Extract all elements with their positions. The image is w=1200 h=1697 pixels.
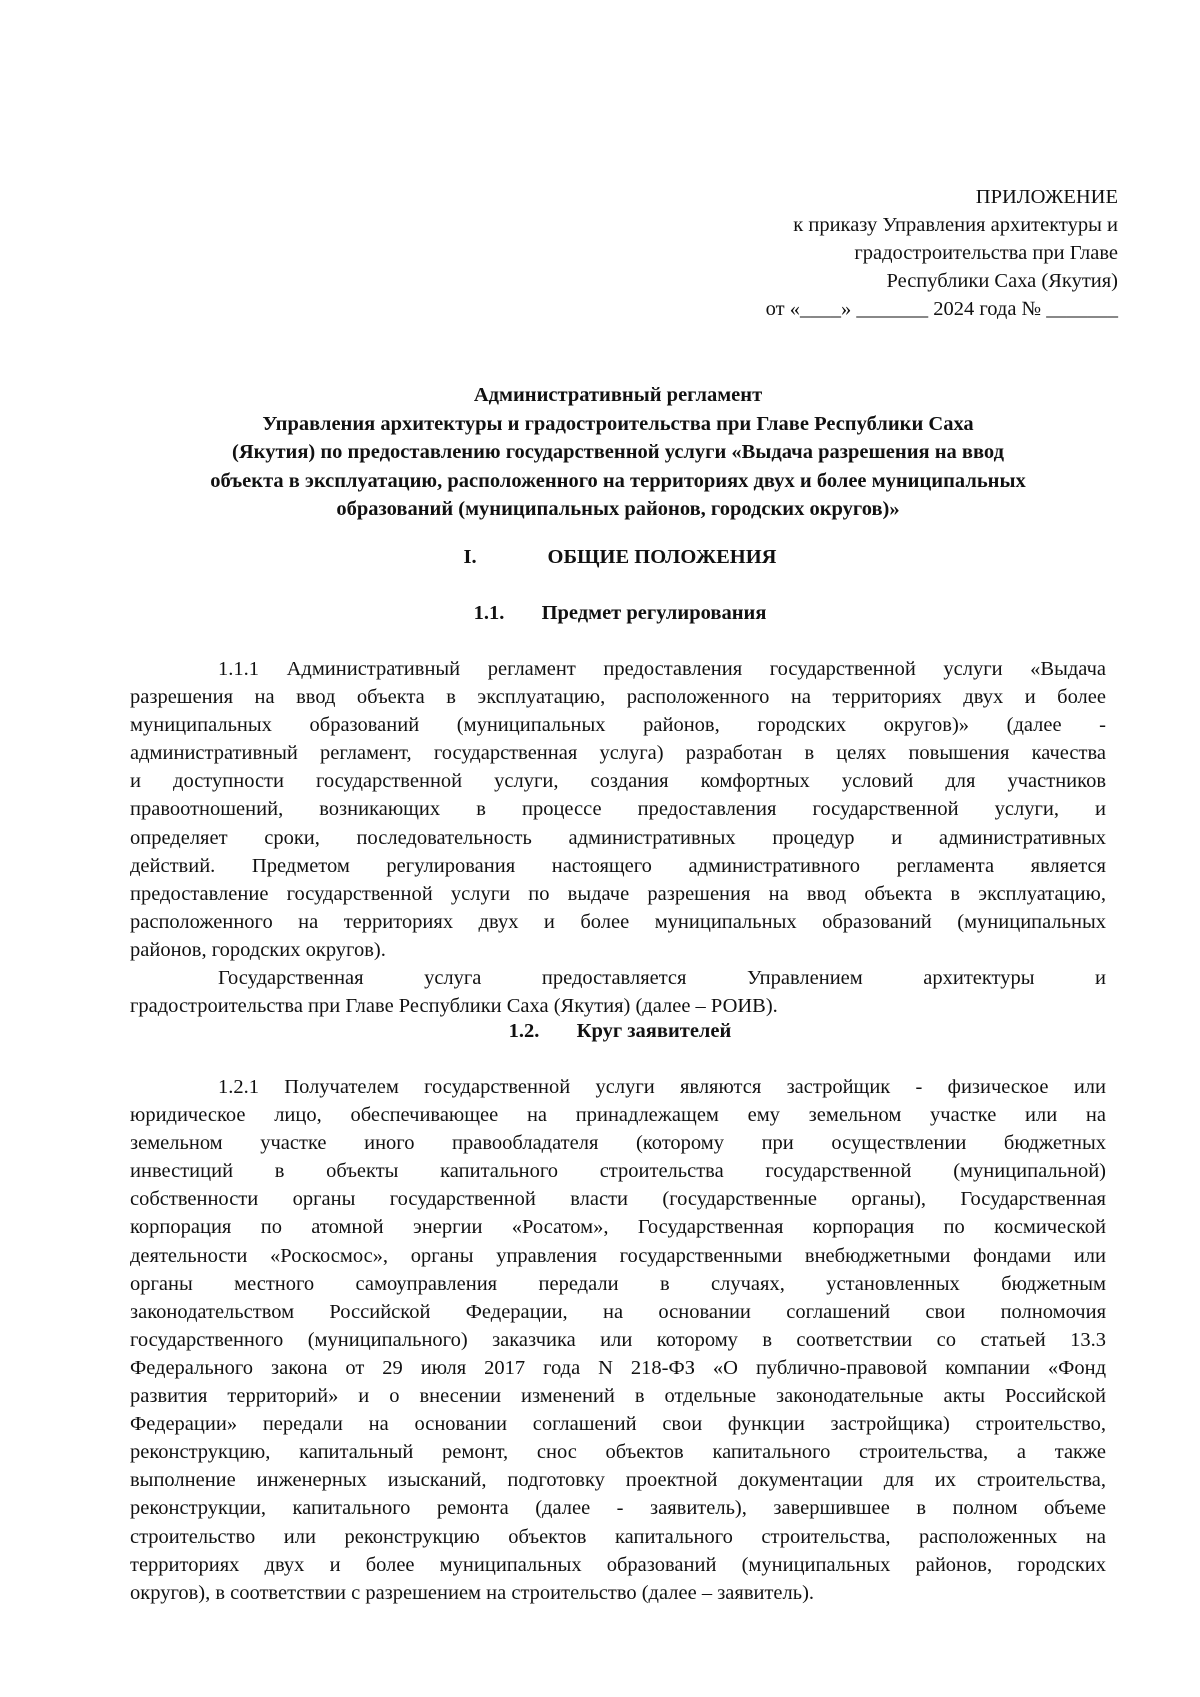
paragraph-1-1-1 (130, 655, 1106, 964)
section-title: ОБЩИЕ ПОЛОЖЕНИЯ (547, 546, 777, 568)
paragraph-line: муниципальных образований (муниципальных районов, городских округов)» (далее - (130, 714, 1106, 737)
paragraph-line: 1.1.1 Административный регламент предоставления государственной услуги «Выдача (218, 658, 1106, 680)
paragraph-line: строительство или реконструкцию объектов капитального строительства, расположенных на (130, 1525, 1106, 1548)
title-line: образований (муниципальных районов, городских округов)» (336, 498, 900, 520)
paragraph-line: инвестиций в объекты капитального строительства государственной (муниципальной) (130, 1160, 1106, 1183)
paragraph-line: корпорация по атомной энергии «Росатом», Государственная корпорация по космической (130, 1216, 1106, 1239)
paragraph-line: органы местного самоуправления передали в случаях, установленных бюджетным (130, 1272, 1106, 1295)
paragraph-line: выполнение инженерных изысканий, подготовку проектной документации для их строительства, (130, 1469, 1106, 1492)
paragraph-line: развития территорий» и о внесении изменений в отдельные законодательные акты Российской (130, 1385, 1106, 1408)
paragraph-line: округов), в соответствии с разрешением на строительство (далее – заявитель). (130, 1581, 815, 1604)
appendix-line: градостроительства при Главе (854, 242, 1118, 264)
paragraph-line: определяет сроки, последовательность административных процедур и административных (130, 826, 1106, 849)
title-line: Административный регламент (473, 384, 763, 406)
paragraph-line: действий. Предметом регулирования настоящего административного регламента является (130, 854, 1106, 877)
appendix-block (766, 183, 1118, 323)
appendix-line: Республики Саха (Якутия) (886, 270, 1118, 292)
paragraph-line: разрешения на ввод объекта в эксплуатацию, расположенного на территориях двух и более (130, 686, 1106, 709)
title-line: (Якутия) по предоставлению государственной услуги «Выдача разрешения на ввод (232, 441, 1004, 463)
paragraph-line: собственности органы государственной власти (государственные органы), Государственная (130, 1188, 1106, 1211)
paragraph-line: градостроительства при Главе Республики Саха (Якутия) (далее – РОИВ). (130, 995, 778, 1018)
paragraph-line: Государственная услуга предоставляется Управлением архитектуры и (218, 967, 1106, 989)
paragraph-line: юридическое лицо, обеспечивающее на принадлежащем ему земельном участке или на (130, 1104, 1106, 1127)
subsection-title: Круг заявителей (576, 1020, 732, 1042)
appendix-date-line: от «____» _______ 2024 года № _______ (765, 298, 1118, 320)
paragraph-1-2-1 (130, 1073, 1106, 1607)
title-line: объекта в эксплуатацию, расположенного на территориях двух и более муниципальных (210, 469, 1026, 492)
document-title (130, 381, 1106, 524)
paragraph-line: 1.2.1 Получателем государственной услуги являются застройщик - физическое или (218, 1076, 1106, 1098)
paragraph-line: предоставление государственной услуги по выдаче разрешения на ввод объекта в эксплуатацию, (130, 882, 1106, 905)
paragraph-line: Федерального закона от 29 июля 2017 года N 218-ФЗ «О публично-правовой компании «Фонд (130, 1356, 1106, 1379)
paragraph-line: деятельности «Роскосмос», органы управления государственными внебюджетными фондами или (130, 1244, 1106, 1267)
appendix-line: к приказу Управления архитектуры и (793, 214, 1118, 236)
paragraph-line: государственного (муниципального) заказчика или которому в соответствии со статьей 13.3 (130, 1328, 1106, 1351)
subsection-number: 1.1. (473, 602, 505, 624)
paragraph-line: территориях двух и более муниципальных образований (муниципальных районов, городских (130, 1553, 1106, 1576)
subsection-heading (0, 599, 1200, 627)
paragraph-line: и доступности государственной услуги, создания комфортных условий для участников (130, 770, 1106, 793)
paragraph-line: Федерации» передали на основании соглашений свои функции застройщика) строительство, (130, 1413, 1106, 1436)
section-heading (0, 543, 1200, 571)
subsection-title: Предмет регулирования (541, 602, 767, 624)
paragraph-1-1-2 (130, 964, 1106, 1020)
paragraph-line: реконструкции, капитального ремонта (далее - заявитель), завершившее в полном объеме (130, 1497, 1106, 1520)
subsection-number: 1.2. (508, 1020, 540, 1042)
appendix-label: ПРИЛОЖЕНИЕ (975, 186, 1118, 208)
title-line: Управления архитектуры и градостроительства при Главе Республики Саха (262, 412, 974, 435)
paragraph-line: административный регламент, государственная услуга) разработан в целях повышения качества (130, 742, 1106, 765)
paragraph-line: районов, городских округов). (130, 938, 386, 961)
paragraph-line: правоотношений, возникающих в процессе предоставления государственной услуги, и (130, 798, 1106, 821)
section-number: I. (463, 546, 477, 568)
paragraph-line: земельном участке иного правообладателя (которому при осуществлении бюджетных (130, 1132, 1106, 1155)
paragraph-line: реконструкцию, капитальный ремонт, снос объектов капитального строительства, а также (130, 1441, 1106, 1464)
paragraph-line: расположенного на территориях двух и более муниципальных образований (муниципальных (130, 910, 1106, 933)
paragraph-line: законодательством Российской Федерации, на основании соглашений свои полномочия (130, 1300, 1106, 1323)
subsection-heading (0, 1017, 1200, 1045)
